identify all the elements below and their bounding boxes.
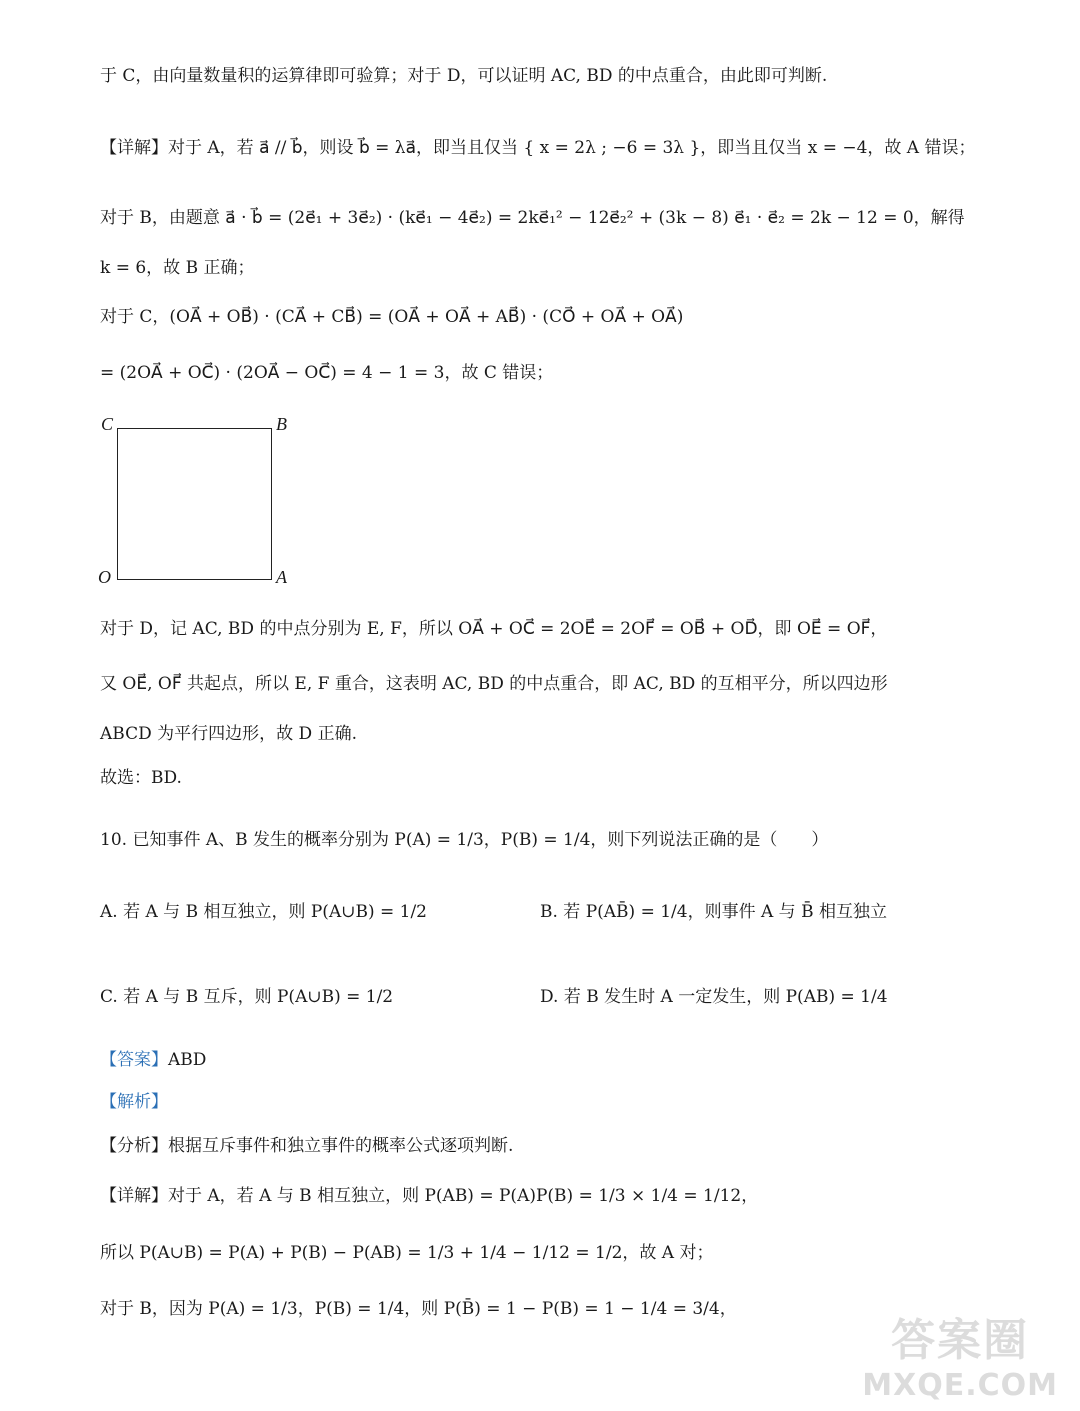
vertex-label-a: A xyxy=(276,567,287,587)
text-line-c1: 对于 C，(OA⃗ + OB⃗) · (CA⃗ + CB⃗) = (OA⃗ + OA⃗ + AB⃗) · (CO⃗ + OA⃗ + OA⃗) xyxy=(100,307,684,327)
answer-tag: 【答案】 xyxy=(100,1050,168,1070)
detail-text-1: 对于 A，若 A 与 B 相互独立，则 P(AB) = P(A)P(B) = 1/3 × 1/4 = 1/12， xyxy=(168,1186,759,1206)
text-line-d3: ABCD 为平行四边形，故 D 正确. xyxy=(100,724,357,744)
square-outline xyxy=(117,428,272,580)
option-c: C. 若 A 与 B 互斥，则 P(A∪B) = 1/2 xyxy=(100,987,394,1007)
fenxi-tag: 【分析】 xyxy=(100,1136,168,1156)
question-10: 10. 已知事件 A、B 发生的概率分别为 P(A) = 1/3，P(B) = 1/4，则下列说法正确的是（ ） xyxy=(100,830,829,850)
vertex-label-o: O xyxy=(98,567,111,587)
option-b: B. 若 P(AB̄) = 1/4，则事件 A 与 B̄ 相互独立 xyxy=(540,902,887,922)
watermark-logo xyxy=(862,1304,1058,1403)
analysis-tag: 【解析】 xyxy=(100,1092,168,1112)
answer-line xyxy=(100,1048,206,1072)
vertex-label-b: B xyxy=(276,414,287,434)
option-a: A. 若 A 与 B 相互独立，则 P(A∪B) = 1/2 xyxy=(100,902,428,922)
text-line-c2: = (2OA⃗ + OC⃗) · (2OA⃗ − OC⃗) = 4 − 1 = 3，故 C 错误； xyxy=(100,363,554,383)
watermark-bottom: MXQE.COM xyxy=(862,1368,1058,1403)
detail-line-1 xyxy=(100,1184,758,1208)
detail-line-a xyxy=(100,136,976,160)
option-d: D. 若 B 发生时 A 一定发生，则 P(AB) = 1/4 xyxy=(540,987,888,1007)
detail-tag-2: 【详解】 xyxy=(100,1186,168,1206)
text-line-choose: 故选：BD. xyxy=(100,768,182,788)
answer-value: ABD xyxy=(168,1050,207,1070)
detail-tag: 【详解】 xyxy=(100,138,168,158)
detail-text-a: 对于 A，若 a⃗ // b⃗，则设 b⃗ = λa⃗，即当且仅当 { x = 2λ ; −6 = 3λ }，即当且仅当 x = −4，故 A 错误； xyxy=(168,138,976,158)
fenxi-line xyxy=(100,1134,513,1158)
detail-line-3: 对于 B，因为 P(A) = 1/3，P(B) = 1/4，则 P(B̄) = 1 − P(B) = 1 − 1/4 = 3/4， xyxy=(100,1299,737,1319)
text-line-d1: 对于 D，记 AC, BD 的中点分别为 E, F，所以 OA⃗ + OC⃗ = 2OE⃗ = 2OF⃗ = OB⃗ + OD⃗，即 OE⃗ = OF⃗， xyxy=(100,619,888,639)
detail-line-2: 所以 P(A∪B) = P(A) + P(B) − P(AB) = 1/3 + 1/4 − 1/12 = 1/2，故 A 对； xyxy=(100,1243,714,1263)
text-line-k: k = 6，故 B 正确； xyxy=(100,258,255,278)
fenxi-text: 根据互斥事件和独立事件的概率公式逐项判断. xyxy=(168,1136,514,1156)
text-line-b: 对于 B，由题意 a⃗ · b⃗ = (2e⃗₁ + 3e⃗₂) · (ke⃗₁ − 4e⃗₂) = 2ke⃗₁² − 12e⃗₂² + (3k − 8) e⃗₁ · e⃗₂ = 2k − 12 = 0，解得 xyxy=(100,208,965,228)
text-line-d2: 又 OE⃗, OF⃗ 共起点，所以 E, F 重合，这表明 AC, BD 的中点重合，即 AC, BD 的互相平分，所以四边形 xyxy=(100,674,888,694)
vertex-label-c: C xyxy=(101,414,114,434)
text-line-1: 于 C，由向量数量积的运算律即可验算；对于 D，可以证明 AC, BD 的中点重合，由此即可判断. xyxy=(100,66,828,86)
watermark-top: 答案圈 xyxy=(891,1315,1030,1366)
